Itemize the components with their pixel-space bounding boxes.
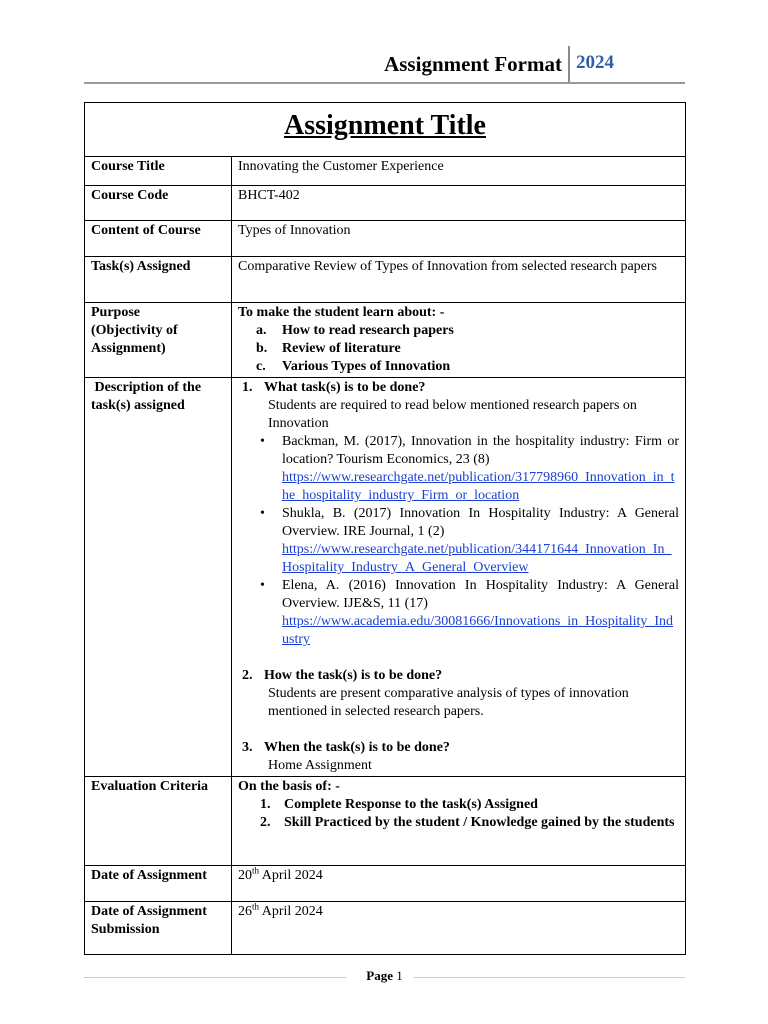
purpose-label-line: Assignment) (91, 341, 166, 356)
purpose-label-line: Purpose (91, 305, 140, 320)
date-submission-label-line: Submission (91, 922, 160, 937)
list-item: 2. Skill Practiced by the student / Knowledge gained by the students (260, 815, 675, 830)
content-row (85, 221, 686, 257)
page-footer (84, 968, 685, 988)
date-assignment-label: Date of Assignment (85, 866, 232, 902)
evaluation-intro: On the basis of: - (238, 779, 340, 794)
page-number (84, 968, 685, 984)
assignment-table (84, 102, 686, 955)
purpose-label-line: (Objectivity of (91, 323, 178, 338)
evaluation-list (260, 796, 679, 832)
reference-link[interactable]: https://www.academia.edu/30081666/Innovations_in_Hospitality_Industry (282, 614, 674, 647)
list-item: a. How to read research papers (256, 323, 454, 338)
header-divider (568, 46, 570, 82)
page-label: Page (366, 968, 393, 983)
course-code-row (85, 186, 686, 221)
purpose-label (85, 303, 232, 378)
bullet-icon: • (260, 506, 265, 521)
content-value: Types of Innovation (232, 221, 686, 257)
purpose-list (256, 322, 679, 376)
page-header (84, 46, 685, 84)
description-row (85, 378, 686, 777)
course-title-label: Course Title (85, 157, 232, 186)
answer-1: Students are required to read below mentioned research papers on Innovation (268, 398, 637, 431)
reference-link[interactable]: https://www.researchgate.net/publication/344171644_Innovation_In_Hospitality_Industry_A_General_Overview (282, 542, 672, 575)
bullet-icon: • (260, 434, 265, 449)
list-item: 1. Complete Response to the task(s) Assigned (260, 797, 538, 812)
question-2: 2. How the task(s) is to be done? Students are present comparative analysis of types of innovation mentioned in selected research papers. (242, 667, 679, 721)
answer-2: Students are present comparative analysis of types of innovation mentioned in selected research papers. (268, 686, 629, 719)
list-item: b. Review of literature (256, 341, 401, 356)
evaluation-value (232, 777, 686, 866)
date-submission-row (85, 902, 686, 955)
description-label (85, 378, 232, 777)
description-label-line: task(s) assigned (91, 398, 185, 413)
tasks-label: Task(s) Assigned (85, 257, 232, 303)
description-label-line: Description of the (91, 380, 202, 395)
title-row (85, 103, 686, 157)
reference-item: • Shukla, B. (2017) Innovation In Hospitality Industry: A General Overview. IRE Journal, 1 (2) https://www.researchgate.net/publication/344171644_Innovation_In_Hospitality_Industry_A_General_Overview (260, 506, 679, 575)
course-code-value: BHCT-402 (232, 186, 686, 221)
course-title-row (85, 157, 686, 186)
evaluation-row (85, 777, 686, 866)
header-title: Assignment Format (384, 52, 562, 76)
purpose-row (85, 303, 686, 378)
evaluation-label: Evaluation Criteria (85, 777, 232, 866)
course-title-value: Innovating the Customer Experience (232, 157, 686, 186)
tasks-row (85, 257, 686, 303)
bullet-icon: • (260, 578, 265, 593)
purpose-intro: To make the student learn about: - (238, 305, 445, 320)
question-3: 3. When the task(s) is to be done? Home Assignment (242, 739, 679, 775)
header-rule (84, 82, 685, 84)
date-submission-label-line: Date of Assignment (91, 904, 207, 919)
reference-list (258, 433, 679, 649)
assignment-title: Assignment Title (85, 103, 686, 157)
question-1: 1. What task(s) is to be done? Students are required to read below mentioned research papers on Innovation (242, 379, 679, 433)
purpose-value (232, 303, 686, 378)
header-year: 2024 (576, 52, 614, 73)
date-assignment-value: 20th April 2024 (232, 866, 686, 902)
reference-link[interactable]: https://www.researchgate.net/publication/317798960_Innovation_in_the_hospitality_industry_Firm_or_location (282, 470, 675, 503)
date-assignment-row (85, 866, 686, 902)
description-value (232, 378, 686, 777)
tasks-value: Comparative Review of Types of Innovation from selected research papers (232, 257, 686, 303)
date-submission-label (85, 902, 232, 955)
content-label: Content of Course (85, 221, 232, 257)
course-code-label: Course Code (85, 186, 232, 221)
list-item: c. Various Types of Innovation (256, 359, 451, 374)
date-submission-value: 26th April 2024 (232, 902, 686, 955)
reference-item: • Backman, M. (2017), Innovation in the hospitality industry: Firm or location? Tourism Economics, 23 (8) https://www.researchgate.net/publication/317798960_Innovation_in_the_hospitality_industry_Firm_or_location (260, 434, 679, 503)
answer-3: Home Assignment (268, 758, 372, 773)
page-number-value: 1 (396, 968, 403, 983)
reference-item: • Elena, A. (2016) Innovation In Hospitality Industry: A General Overview. IJE&S, 11 (17) https://www.academia.edu/30081666/Innovations_in_Hospitality_Industry (260, 578, 679, 647)
